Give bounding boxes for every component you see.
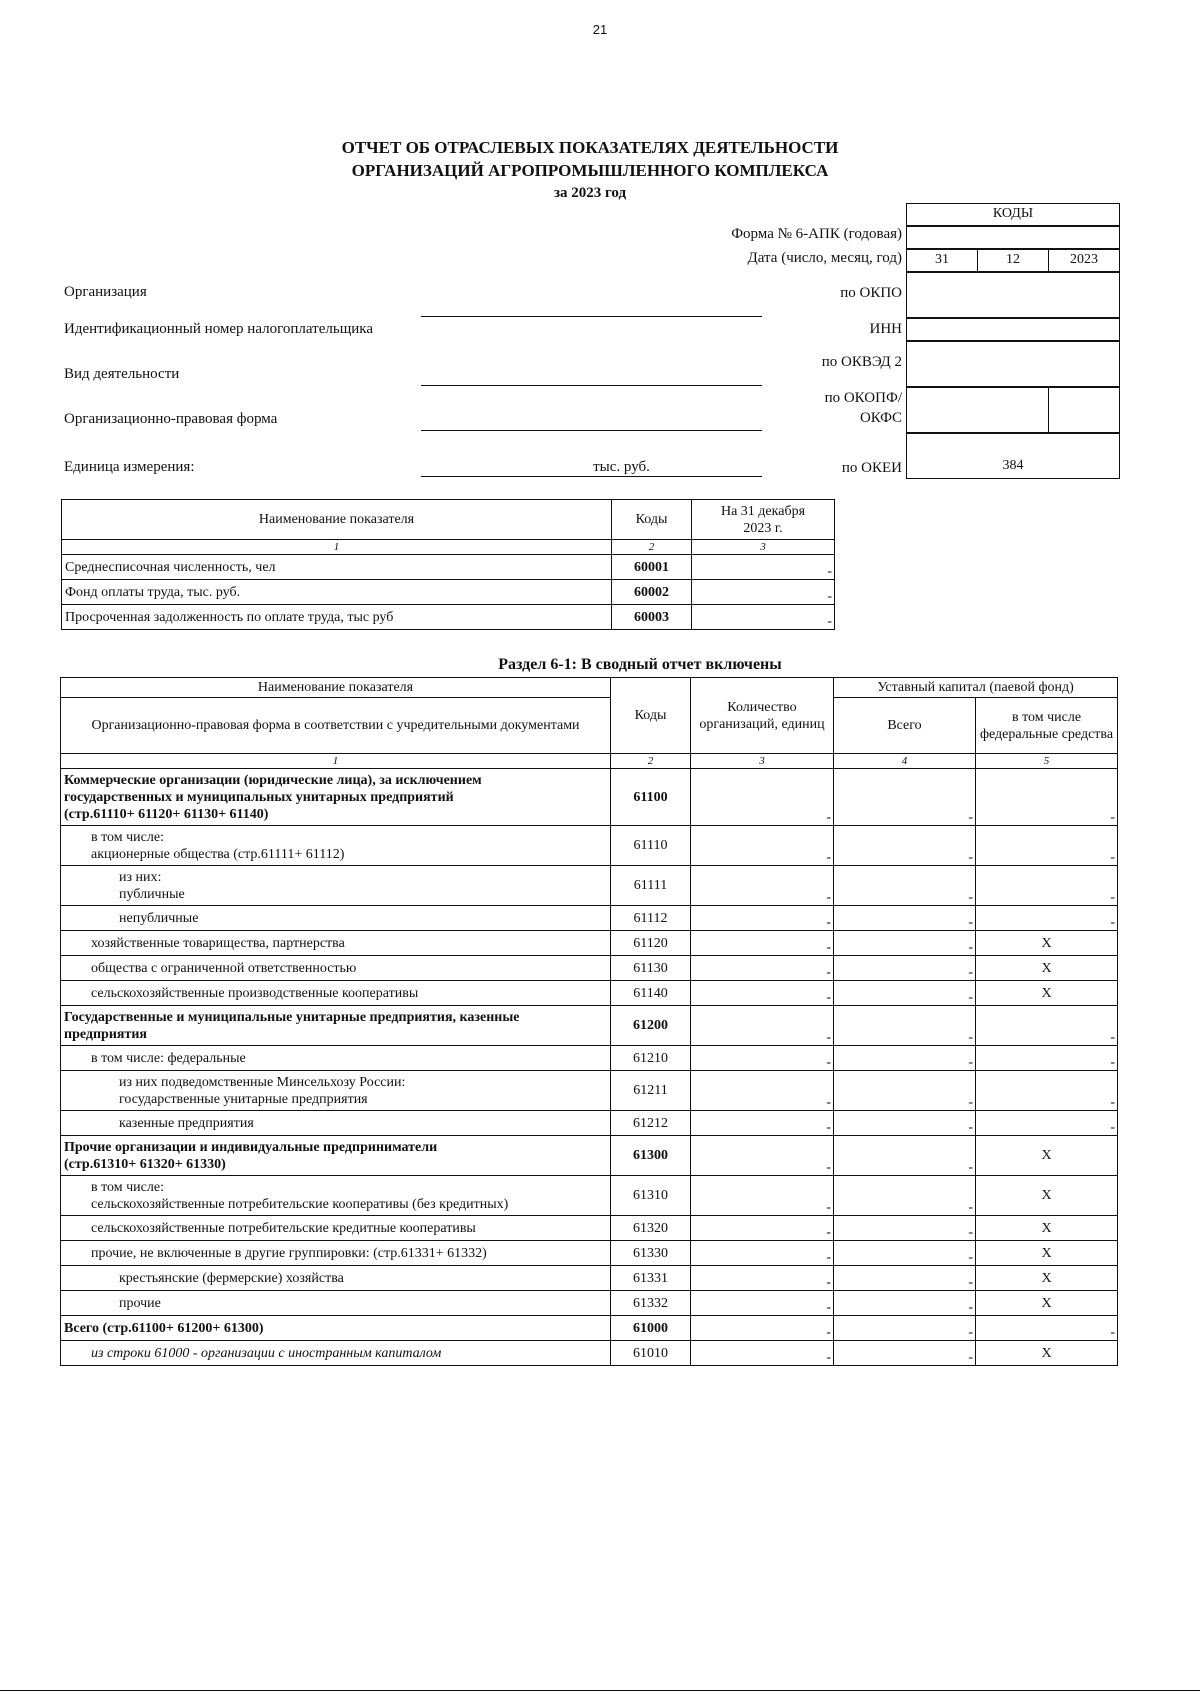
s-colnum-1: 1 — [61, 754, 611, 769]
table-row — [61, 1266, 1118, 1291]
s-row-federal: X — [976, 1176, 1118, 1216]
s-row-code: 61110 — [611, 826, 691, 866]
inn-cell — [906, 318, 1120, 341]
s-row-code: 61330 — [611, 1241, 691, 1266]
s-row-name: непубличные — [61, 906, 611, 931]
section-6-1-table — [60, 677, 1118, 1366]
s-row-total: - — [834, 1136, 976, 1176]
staff-indicators-table — [61, 499, 835, 630]
t1-row-name: Фонд оплаты труда, тыс. руб. — [62, 580, 612, 605]
table-row — [61, 1341, 1118, 1366]
s-row-count: - — [691, 1216, 834, 1241]
s-row-federal: - — [976, 1046, 1118, 1071]
s-row-count: - — [691, 1176, 834, 1216]
s-row-name: хозяйственные товарищества, партнерства — [61, 931, 611, 956]
t1-header-date-2: 2023 г. — [743, 520, 783, 536]
s-row-federal: - — [976, 1006, 1118, 1046]
date-label: Дата (число, месяц, год) — [747, 250, 902, 266]
s-row-line: Прочие организации и индивидуальные предприниматели — [64, 1139, 438, 1155]
s-row-name: общества с ограниченной ответственностью — [61, 956, 611, 981]
s-row-code: 61300 — [611, 1136, 691, 1176]
t1-colnum-3: 3 — [692, 540, 835, 555]
s-row-count: - — [691, 769, 834, 826]
s-row-count: - — [691, 1111, 834, 1136]
unit-value: тыс. руб. — [421, 459, 762, 477]
s-row-count: - — [691, 866, 834, 906]
s-row-count: - — [691, 1071, 834, 1111]
s-row-total: - — [834, 931, 976, 956]
s-row-line: акционерные общества (стр.61111+ 61112) — [91, 846, 345, 862]
date-day: 31 — [906, 249, 978, 272]
s-header-name: Наименование показателя — [61, 678, 611, 698]
table-row — [61, 1176, 1118, 1216]
s-row-total: - — [834, 1111, 976, 1136]
s-row-name — [61, 1136, 611, 1176]
table-row — [61, 769, 1118, 826]
date-month: 12 — [977, 249, 1049, 272]
s-row-total: - — [834, 1341, 976, 1366]
inn-field-line — [421, 316, 762, 317]
s-row-total: - — [834, 1316, 976, 1341]
section-title: Раздел 6-1: В сводный отчет включены — [498, 656, 782, 673]
s-colnum-4: 4 — [834, 754, 976, 769]
s-row-name: казенные предприятия — [61, 1111, 611, 1136]
s-row-federal: - — [976, 826, 1118, 866]
t1-header-codes: Коды — [612, 500, 692, 540]
s-header-count: Количество организаций, единиц — [691, 678, 834, 754]
table-row — [62, 605, 835, 630]
t1-row-value: - — [692, 555, 835, 580]
s-row-code: 61331 — [611, 1266, 691, 1291]
okopf-label-1: по ОКОПФ/ — [824, 390, 902, 406]
s-row-name — [61, 1176, 611, 1216]
okopf-label-2: ОКФС — [859, 410, 902, 426]
legal-form-label: Организационно-правовая форма — [64, 411, 278, 427]
table-row — [61, 1241, 1118, 1266]
s-row-total: - — [834, 1071, 976, 1111]
s-row-name — [61, 1006, 611, 1046]
table-row — [61, 1071, 1118, 1111]
s-row-federal: X — [976, 1136, 1118, 1176]
s-row-code: 61210 — [611, 1046, 691, 1071]
table-row — [62, 580, 835, 605]
okopf-cell — [906, 387, 1049, 433]
s-row-name: прочие, не включенные в другие группировки: (стр.61331+ 61332) — [61, 1241, 611, 1266]
form-code-cell — [906, 226, 1120, 249]
t1-row-value: - — [692, 580, 835, 605]
s-row-total: - — [834, 826, 976, 866]
s-row-count: - — [691, 1316, 834, 1341]
s-row-total: - — [834, 866, 976, 906]
report-title-line1: ОТЧЕТ ОБ ОТРАСЛЕВЫХ ПОКАЗАТЕЛЯХ ДЕЯТЕЛЬНОСТИ — [341, 138, 839, 157]
s-row-count: - — [691, 906, 834, 931]
s-row-count: - — [691, 1291, 834, 1316]
s-row-code: 61010 — [611, 1341, 691, 1366]
s-row-code: 61140 — [611, 981, 691, 1006]
table-row — [61, 906, 1118, 931]
report-period: за 2023 год — [553, 185, 627, 201]
s-row-federal: X — [976, 1216, 1118, 1241]
s-row-federal: X — [976, 1241, 1118, 1266]
s-row-line: публичные — [119, 886, 185, 902]
s-row-total: - — [834, 1006, 976, 1046]
s-row-count: - — [691, 1046, 834, 1071]
t1-row-name: Среднесписочная численность, чел — [62, 555, 612, 580]
s-row-name: Всего (стр.61100+ 61200+ 61300) — [61, 1316, 611, 1341]
s-row-name: сельскохозяйственные производственные кооперативы — [61, 981, 611, 1006]
s-row-line: сельскохозяйственные потребительские кооперативы (без кредитных) — [91, 1196, 509, 1212]
okei-value: 384 — [906, 433, 1120, 479]
s-row-federal: X — [976, 931, 1118, 956]
t1-colnum-1: 1 — [62, 540, 612, 555]
s-row-code: 61310 — [611, 1176, 691, 1216]
table-row — [62, 555, 835, 580]
s-row-name: из строки 61000 - организации с иностранным капиталом — [61, 1341, 611, 1366]
s-row-line: (стр.61110+ 61120+ 61130+ 61140) — [64, 806, 269, 822]
okfs-cell — [1048, 387, 1120, 433]
table-row — [61, 1291, 1118, 1316]
s-row-name — [61, 769, 611, 826]
s-header-form: Организационно-правовая форма в соответствии с учредительными документами — [61, 698, 611, 754]
s-row-count: - — [691, 1341, 834, 1366]
s-row-count: - — [691, 1266, 834, 1291]
okpo-cell — [906, 272, 1120, 318]
table-row — [61, 956, 1118, 981]
s-row-code: 61130 — [611, 956, 691, 981]
s-row-federal: X — [976, 1291, 1118, 1316]
t1-row-value: - — [692, 605, 835, 630]
organization-label: Организация — [64, 284, 147, 300]
table-row — [61, 1216, 1118, 1241]
s-row-line: из них: — [119, 869, 162, 885]
s-row-total: - — [834, 1046, 976, 1071]
table-row — [61, 1111, 1118, 1136]
s-row-federal: - — [976, 769, 1118, 826]
s-colnum-5: 5 — [976, 754, 1118, 769]
okved-cell — [906, 341, 1120, 387]
t1-colnum-2: 2 — [612, 540, 692, 555]
s-row-line: Государственные и муниципальные унитарные предприятия, казенные — [64, 1009, 520, 1025]
inn-code-label: ИНН — [869, 321, 902, 337]
s-row-line: в том числе: — [91, 829, 164, 845]
s-row-count: - — [691, 956, 834, 981]
table-row — [61, 981, 1118, 1006]
s-row-name — [61, 826, 611, 866]
table-row — [61, 826, 1118, 866]
s-row-code: 61120 — [611, 931, 691, 956]
s-row-count: - — [691, 1006, 834, 1046]
activity-label: Вид деятельности — [64, 366, 180, 382]
s-header-codes: Коды — [611, 678, 691, 754]
s-row-line: в том числе: — [91, 1179, 164, 1195]
s-row-code: 61112 — [611, 906, 691, 931]
activity-field-line — [421, 385, 762, 386]
s-row-line: (стр.61310+ 61320+ 61330) — [64, 1156, 226, 1172]
s-row-name: сельскохозяйственные потребительские кредитные кооперативы — [61, 1216, 611, 1241]
s-row-federal: - — [976, 1111, 1118, 1136]
s-row-name: в том числе: федеральные — [61, 1046, 611, 1071]
codes-header: КОДЫ — [906, 203, 1120, 226]
s-row-federal: - — [976, 866, 1118, 906]
s-row-total: - — [834, 1176, 976, 1216]
s-row-code: 61000 — [611, 1316, 691, 1341]
s-row-line: из них подведомственные Минсельхозу России: — [119, 1074, 406, 1090]
s-row-total: - — [834, 981, 976, 1006]
t1-row-code: 60003 — [612, 605, 692, 630]
t1-header-name: Наименование показателя — [62, 500, 612, 540]
s-row-total: - — [834, 1241, 976, 1266]
s-row-total: - — [834, 956, 976, 981]
page-number: 21 — [592, 22, 608, 37]
table-row — [61, 931, 1118, 956]
s-row-count: - — [691, 981, 834, 1006]
s-row-count: - — [691, 1136, 834, 1176]
s-row-federal: X — [976, 1341, 1118, 1366]
s-row-name: прочие — [61, 1291, 611, 1316]
s-row-total: - — [834, 1291, 976, 1316]
t1-header-date-1: На 31 декабря — [720, 503, 806, 519]
report-title-line2: ОРГАНИЗАЦИЙ АГРОПРОМЫШЛЕННОГО КОМПЛЕКСА — [351, 161, 829, 180]
table-row — [61, 1136, 1118, 1176]
s-row-count: - — [691, 931, 834, 956]
s-row-name: крестьянские (фермерские) хозяйства — [61, 1266, 611, 1291]
table-row — [61, 1316, 1118, 1341]
table-row — [61, 1046, 1118, 1071]
s-colnum-2: 2 — [611, 754, 691, 769]
okei-label: по ОКЕИ — [841, 460, 902, 476]
s-row-total: - — [834, 769, 976, 826]
s-row-count: - — [691, 1241, 834, 1266]
okved-label: по ОКВЭД 2 — [821, 354, 902, 370]
legal-form-field-line — [421, 430, 762, 431]
s-colnum-3: 3 — [691, 754, 834, 769]
s-row-federal: X — [976, 1266, 1118, 1291]
s-header-federal: в том числе федеральные средства — [976, 698, 1118, 754]
t1-header-date — [692, 500, 835, 540]
t1-row-name: Просроченная задолженность по оплате труда, тыс руб — [62, 605, 612, 630]
table-row — [61, 866, 1118, 906]
s-header-total: Всего — [834, 698, 976, 754]
s-row-code: 61320 — [611, 1216, 691, 1241]
s-row-code: 61211 — [611, 1071, 691, 1111]
s-row-total: - — [834, 1216, 976, 1241]
s-row-line: Коммерческие организации (юридические лица), за исключением — [64, 772, 482, 788]
s-row-federal: X — [976, 956, 1118, 981]
inn-label: Идентификационный номер налогоплательщика — [64, 321, 374, 337]
s-row-total: - — [834, 1266, 976, 1291]
page-bottom-rule — [0, 1690, 1200, 1691]
s-row-name — [61, 866, 611, 906]
s-row-code: 61212 — [611, 1111, 691, 1136]
s-row-federal: - — [976, 1316, 1118, 1341]
t1-row-code: 60002 — [612, 580, 692, 605]
s-row-total: - — [834, 906, 976, 931]
s-row-count: - — [691, 826, 834, 866]
s-row-code: 61100 — [611, 769, 691, 826]
s-row-federal: X — [976, 981, 1118, 1006]
s-row-line: предприятия — [64, 1026, 147, 1042]
s-row-code: 61332 — [611, 1291, 691, 1316]
date-year: 2023 — [1048, 249, 1120, 272]
s-row-code: 61111 — [611, 866, 691, 906]
s-row-code: 61200 — [611, 1006, 691, 1046]
s-row-federal: - — [976, 1071, 1118, 1111]
s-row-line: государственные унитарные предприятия — [119, 1091, 368, 1107]
table-row — [61, 1006, 1118, 1046]
t1-row-code: 60001 — [612, 555, 692, 580]
s-row-federal: - — [976, 906, 1118, 931]
okpo-label: по ОКПО — [840, 285, 902, 301]
unit-label: Единица измерения: — [64, 459, 195, 475]
form-label: Форма № 6-АПК (годовая) — [731, 226, 902, 242]
s-row-line: государственных и муниципальных унитарных предприятий — [64, 789, 454, 805]
s-header-capital: Уставный капитал (паевой фонд) — [834, 678, 1118, 698]
s-row-name — [61, 1071, 611, 1111]
